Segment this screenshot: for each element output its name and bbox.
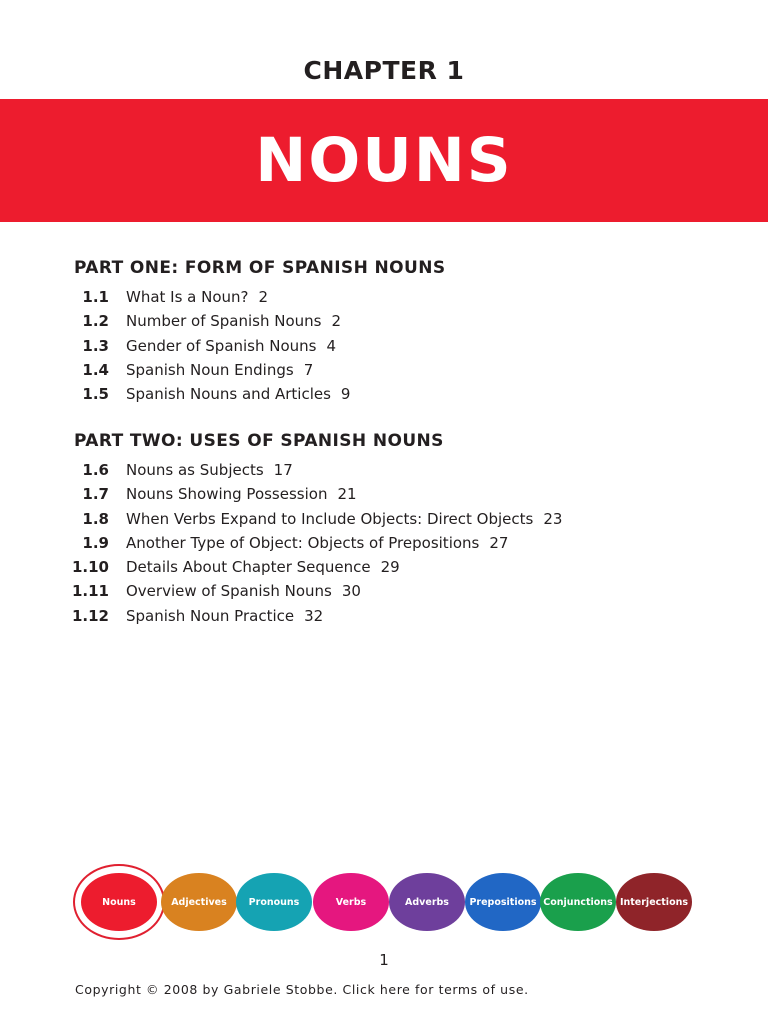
toc-page: 27: [489, 533, 509, 552]
nav-verbs[interactable]: Verbs: [313, 873, 389, 931]
toc-page: 7: [303, 360, 314, 379]
toc-row[interactable]: [0, 558, 768, 582]
toc-row[interactable]: [0, 510, 768, 534]
toc-page: 4: [326, 336, 337, 355]
title-band: [0, 99, 768, 222]
nav-nouns[interactable]: Nouns: [81, 873, 157, 931]
copyright-link[interactable]: Copyright © 2008 by Gabriele Stobbe. Click here for terms of use.: [75, 982, 529, 997]
toc-title: Gender of Spanish Nouns: [126, 336, 317, 355]
toc-page: 30: [341, 582, 361, 601]
parts-of-speech-nav: [0, 864, 768, 940]
toc-row[interactable]: [0, 582, 768, 606]
nav-interjections[interactable]: Interjections: [616, 873, 692, 931]
toc-row[interactable]: [0, 461, 768, 485]
toc-number: 1.5: [82, 385, 109, 404]
toc-page: 17: [273, 461, 293, 479]
toc-part-two: [0, 461, 768, 631]
toc-page: 2: [331, 312, 342, 331]
nav-adjectives[interactable]: Adjectives: [161, 873, 237, 931]
toc-row[interactable]: [0, 288, 768, 312]
toc-page: 23: [543, 509, 563, 528]
toc-page: 29: [380, 558, 400, 577]
toc-title: Nouns as Subjects: [126, 461, 264, 479]
toc-number: 1.12: [71, 606, 109, 625]
toc-number: 1.8: [82, 509, 109, 528]
toc-number: 1.3: [82, 336, 109, 355]
toc-row[interactable]: [0, 485, 768, 509]
toc-part-one: [0, 288, 768, 409]
toc-number: 1.10: [71, 558, 109, 577]
toc-number: 1.1: [82, 288, 109, 306]
toc-row[interactable]: [0, 337, 768, 361]
toc-title: Details About Chapter Sequence: [126, 558, 371, 577]
toc-row[interactable]: [0, 607, 768, 631]
toc-title: Spanish Nouns and Articles: [126, 385, 331, 404]
toc-title: Spanish Noun Practice: [126, 606, 295, 625]
toc-title: What Is a Noun?: [126, 288, 249, 306]
toc-page: 2: [258, 288, 269, 306]
toc-number: 1.7: [82, 485, 109, 504]
toc-number: 1.2: [82, 312, 109, 331]
page-number: 1: [379, 951, 389, 969]
toc-title: Another Type of Object: Objects of Prepositions: [126, 533, 480, 552]
part-one-heading: PART ONE: FORM OF SPANISH NOUNS: [74, 258, 446, 278]
toc-page: 32: [304, 606, 324, 625]
toc-row[interactable]: [0, 534, 768, 558]
toc-row[interactable]: [0, 361, 768, 385]
nav-prepositions[interactable]: Prepositions: [465, 873, 541, 931]
toc-title: Overview of Spanish Nouns: [126, 582, 332, 601]
toc-number: 1.4: [82, 360, 109, 379]
nav-adverbs[interactable]: Adverbs: [389, 873, 465, 931]
part-two-heading: PART TWO: USES OF SPANISH NOUNS: [74, 431, 444, 451]
toc-number: 1.6: [82, 461, 109, 479]
chapter-label: CHAPTER 1: [303, 56, 465, 85]
nav-conjunctions[interactable]: Conjunctions: [540, 873, 616, 931]
toc-page: 9: [340, 385, 351, 404]
toc-number: 1.9: [82, 533, 109, 552]
toc-title: When Verbs Expand to Include Objects: Direct Objects: [126, 509, 534, 528]
nav-pronouns[interactable]: Pronouns: [236, 873, 312, 931]
toc-number: 1.11: [71, 582, 109, 601]
toc-row[interactable]: [0, 312, 768, 336]
toc-title: Spanish Noun Endings: [126, 360, 294, 379]
toc-title: Nouns Showing Possession: [126, 485, 328, 504]
toc-page: 21: [337, 485, 357, 504]
chapter-title: NOUNS: [255, 125, 513, 196]
toc-row[interactable]: [0, 385, 768, 409]
toc-title: Number of Spanish Nouns: [126, 312, 322, 331]
